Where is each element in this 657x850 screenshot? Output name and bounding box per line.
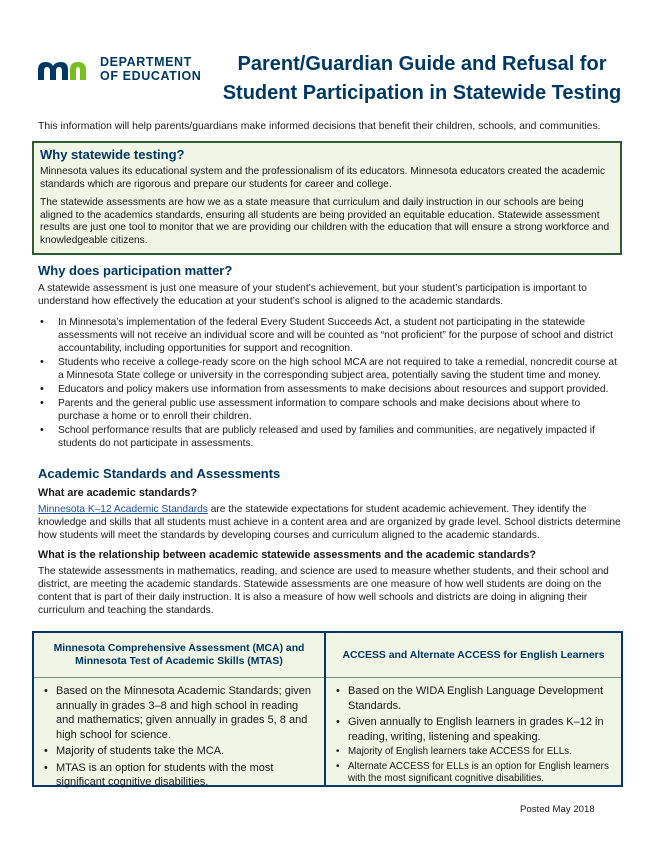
logo-line-1: DEPARTMENT [100,55,192,69]
logo-text [100,56,201,83]
why-testing-box [32,141,622,255]
standards-heading: Academic Standards and Assessments [38,466,281,481]
list-item: • Based on the Minnesota Academic Standards; given annually in grades 3–8 and high school in reading and mathematics; given annually in grades 5, 8 and high school for science. [42,684,316,742]
why-testing-heading: Why statewide testing? [40,147,185,162]
divider [326,677,621,678]
intro-text: This information will help parents/guardians make informed decisions that benefit their children, schools, and communities. [38,121,601,132]
mca-list [42,684,316,790]
logo-line-2: OF EDUCATION [100,68,202,83]
list-item: • Alternate ACCESS for ELLs is an option for English learners with the most significant cognitive disabilities. [334,761,613,786]
list-item: • Majority of English learners take ACCESS for ELLs. [334,746,613,759]
assessment-comparison-table [32,631,623,787]
access-column-heading: ACCESS and Alternate ACCESS for English Learners [342,649,605,661]
list-item: • Educators and policy makers use information from assessments to make decisions about resources and support provided. [38,383,623,396]
list-item: • Given annually to English learners in grades K–12 in reading, writing, listening and speaking. [334,715,613,744]
page-title [222,50,622,108]
title-line-2: Student Participation in Statewide Testing [222,82,622,104]
list-item: • Majority of students take the MCA. [42,744,316,759]
standards-link[interactable]: Minnesota K–12 Academic Standards [38,504,208,515]
why-testing-para-2: The statewide assessments are how we as a state measure that curriculum and daily instruction in our schools are being aligned to the academics standards, ensuring all students are being provided an equitable education. Statewide assessment results are just one tool to monitor that we are providing our children with the education that will ensure a strong workforce and knowledgeable citizens. [40,197,610,246]
title-line-1: Parent/Guardian Guide and Refusal for [237,53,607,75]
mca-column-heading: Minnesota Comprehensive Assessment (MCA) and Minnesota Test of Academic Skills (MTAS) [53,643,305,667]
participation-bullets [38,316,623,450]
standards-answer-1 [38,503,623,542]
access-column [326,633,621,785]
mca-column [34,633,326,788]
standards-question-2: What is the relationship between academic statewide assessments and the academic standards? [38,549,537,561]
minnesota-logo-icon [36,58,96,82]
list-item: • Based on the WIDA English Language Development Standards. [334,684,613,713]
participation-para: A statewide assessment is just one measure of your student’s achievement, but your student’s participation is important to understand how effectively the education at your student’s school is aligned to the academic standards. [38,283,587,307]
participation-section [38,263,623,451]
participation-heading: Why does participation matter? [38,263,233,278]
list-item: • Students who receive a college-ready score on the high school MCA are not required to take a remedial, noncredit course at a Minnesota State college or university in the corresponding subject area, potentially saving the student time and money. [38,356,623,382]
list-item: • School performance results that are publicly released and used by families and communities, are negatively impacted if students do not participate in assessments. [38,424,623,450]
standards-answer-1-text: are the statewide expectations for student academic achievement. They identify the knowledge and skills that all students must achieve in a content area and are organized by grade level. School districts determine how students will meet the standards by developing courses and curriculum aligned to the academic standards. [38,504,621,541]
standards-question-1: What are academic standards? [38,487,198,499]
mde-logo [36,56,211,84]
standards-answer-2: The statewide assessments in mathematics, reading, and science are used to measure whether students, and their school and district, are meeting the academic standards. Statewide assessments are one measure of how well students are doing on the content that is part of their daily instruction. It is also a measure of how well schools and districts are doing in aligning their curriculum and teaching the standards. [38,566,609,616]
standards-section [38,466,623,617]
posted-date: Posted May 2018 [520,804,595,815]
list-item: • In Minnesota’s implementation of the federal Every Student Succeeds Act, a student not participating in the statewide assessments will not receive an individual score and will be counted as “not proficient” for the purpose of school and district accountability, including opportunities for support and recognition. [38,316,623,355]
why-testing-para-1: Minnesota values its educational system and the professionalism of its educators. Minnesota educators created the academic standards which are rigorous and prepare our students for career and college. [40,166,606,190]
list-item: • MTAS is an option for students with the most significant cognitive disabilities. [42,761,316,790]
list-item: • Parents and the general public use assessment information to compare schools and make decisions about where to purchase a home or to enroll their children. [38,397,623,423]
access-list [334,684,613,786]
divider [34,677,324,678]
